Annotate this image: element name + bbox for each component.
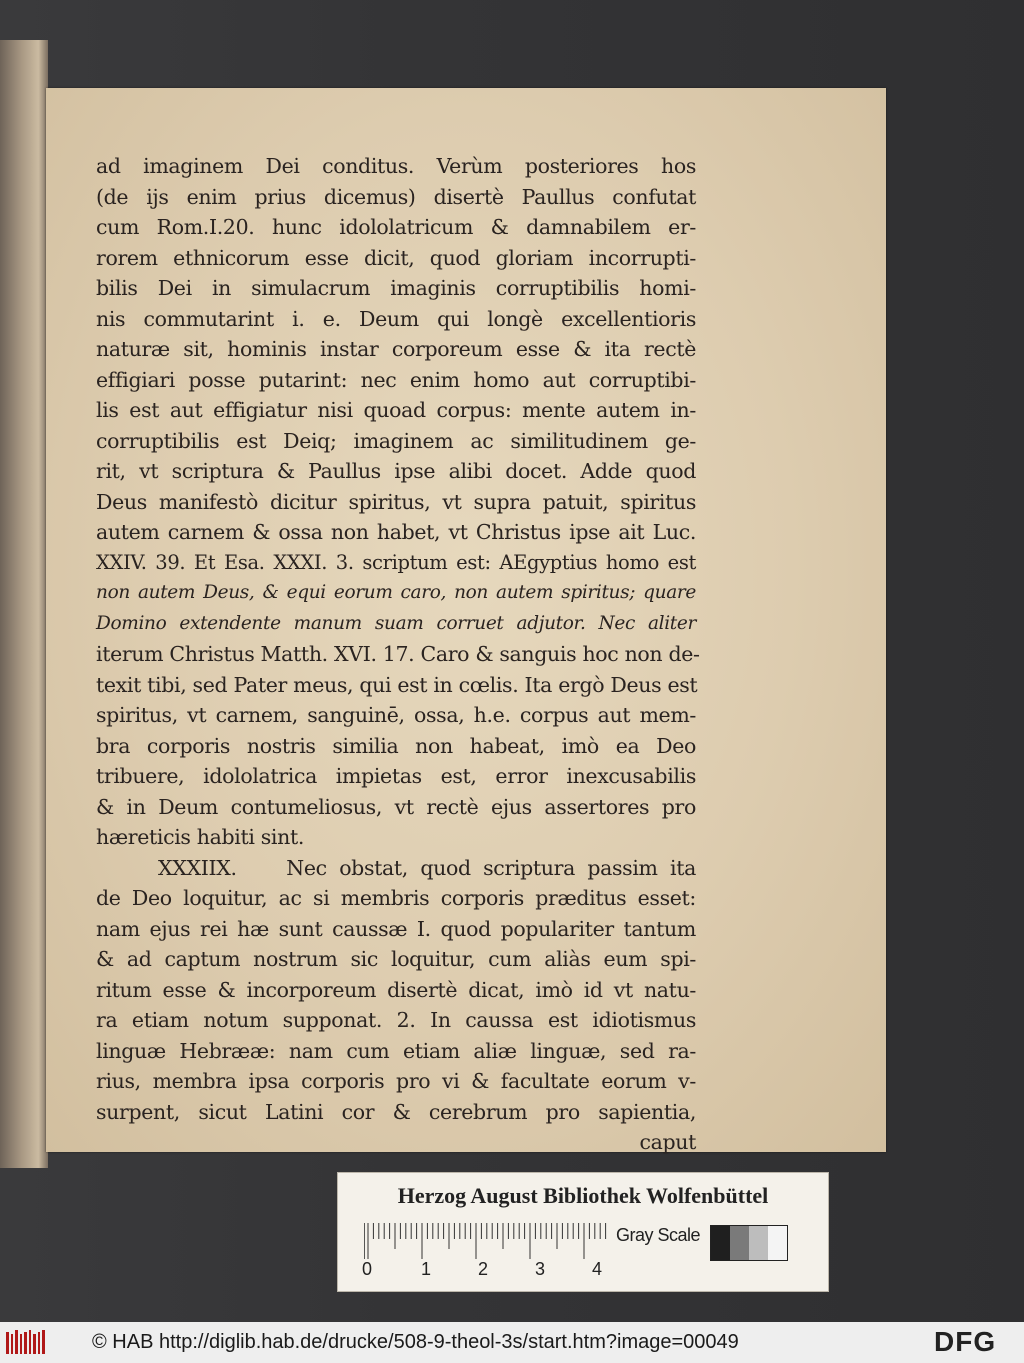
- text-line: (de ijs enim prius dicemus) disertè Paullus confutat: [96, 184, 696, 209]
- catchword: caput: [639, 1130, 696, 1154]
- ruler-number: 1: [421, 1259, 432, 1279]
- measurement-ruler: [364, 1223, 612, 1263]
- institution-name: Herzog August Bibliothek Wolfenbüttel: [397, 1183, 769, 1208]
- text-line: hæreticis habiti sint.: [96, 825, 305, 849]
- footer-bar: [0, 1322, 1024, 1363]
- gray-swatch: [730, 1226, 749, 1260]
- text-line: cum Rom.I.20. hunc idololatricum & damnabilem er-: [96, 215, 696, 239]
- text-line: effigiari posse putarint: nec enim homo aut corruptibi-: [96, 367, 696, 392]
- ruler-number: 3: [535, 1259, 546, 1279]
- ruler-number: 0: [362, 1259, 373, 1279]
- page-binding-edge: [0, 40, 48, 1168]
- text-line: bra corporis nostris similia non habeat, imò ea Deo: [96, 733, 696, 758]
- barcode-icon: [6, 1330, 46, 1356]
- text-line: ad imaginem Dei conditus. Verùm posteriores hos: [96, 154, 696, 178]
- ruler-number: 2: [478, 1259, 489, 1279]
- gray-swatch: [749, 1226, 768, 1260]
- text-line: tribuere, idololatrica impietas est, error inexcusabilis: [96, 764, 696, 788]
- gray-scale-swatches: [710, 1225, 788, 1261]
- text-line: linguæ Hebrææ: nam cum etiam aliæ linguæ, sed ra-: [96, 1038, 696, 1063]
- library-color-card: [337, 1172, 829, 1292]
- text-line: iterum Christus Matth. XVI. 17. Caro & sanguis hoc non de-: [96, 642, 700, 666]
- text-line: Deus manifestò dicitur spiritus, vt supra patuit, spiritus: [96, 489, 696, 514]
- text-line: spiritus, vt carnem, sanguinē, ossa, h.e. corpus aut mem-: [96, 703, 696, 727]
- text-line: & ad captum nostrum sic loquitur, cum aliàs eum spi-: [96, 947, 696, 971]
- text-line-italic: Domino extendente manum suam corruet adjutor. Nec aliter: [96, 612, 696, 634]
- text-line: ritum esse & incorporeum disertè dicat, imò id vt natu-: [96, 977, 696, 1002]
- gray-swatch: [711, 1226, 730, 1260]
- text-line: rit, vt scriptura & Paullus ipse alibi docet. Adde quod: [96, 459, 696, 483]
- text-line: rorem ethnicorum esse dicit, quod gloriam incorrupti-: [96, 245, 696, 270]
- text-line: texit tibi, sed Pater meus, qui est in cœlis. Ita ergò Deus est: [96, 672, 698, 697]
- text-line: de Deo loquitur, ac si membris corporis præditus esset:: [96, 886, 696, 910]
- text-line: surpent, sicut Latini cor & cerebrum pro sapientia,: [96, 1099, 696, 1124]
- text-line: naturæ sit, hominis instar corporeum esse & ita rectè: [96, 337, 696, 361]
- text-line-italic: non autem Deus, & equi eorum caro, non autem spiritus; quare: [96, 582, 696, 603]
- text-line: lis est aut effigiatur nisi quoad corpus: mente autem in-: [96, 398, 696, 422]
- text-line-italic: XXIV. 39. Et Esa. XXXI. 3. scriptum est: AEgyptius homo est: [96, 550, 696, 574]
- section-heading-line: XXXIIX. Nec obstat, quod scriptura passim ita: [96, 855, 696, 880]
- text-line: ra etiam notum supponat. 2. In caussa est idiotismus: [96, 1008, 696, 1032]
- text-line: autem carnem & ossa non habet, vt Christus ipse ait Luc.: [96, 520, 696, 544]
- gray-scale-label: Gray Scale: [616, 1225, 701, 1245]
- text-line: & in Deum contumeliosus, vt rectè ejus assertores pro: [96, 794, 696, 819]
- text-line: rius, membra ipsa corporis pro vi & facultate eorum v-: [96, 1069, 696, 1093]
- text-line: bilis Dei in simulacrum imaginis corruptibilis homi-: [96, 276, 696, 300]
- text-line: nam ejus rei hæ sunt caussæ I. quod populariter tantum: [96, 916, 696, 941]
- dfg-logo: DFG: [934, 1326, 997, 1357]
- gray-swatch: [768, 1226, 787, 1260]
- copyright-link[interactable]: © HAB http://diglib.hab.de/drucke/508-9-theol-3s/start.htm?image=00049: [92, 1331, 739, 1353]
- ruler-number: 4: [592, 1259, 603, 1279]
- text-line: nis commutarint i. e. Deum qui longè excellentioris: [96, 306, 696, 331]
- text-line: corruptibilis est Deiq; imaginem ac similitudinem ge-: [96, 428, 696, 453]
- page-text: [96, 151, 700, 1158]
